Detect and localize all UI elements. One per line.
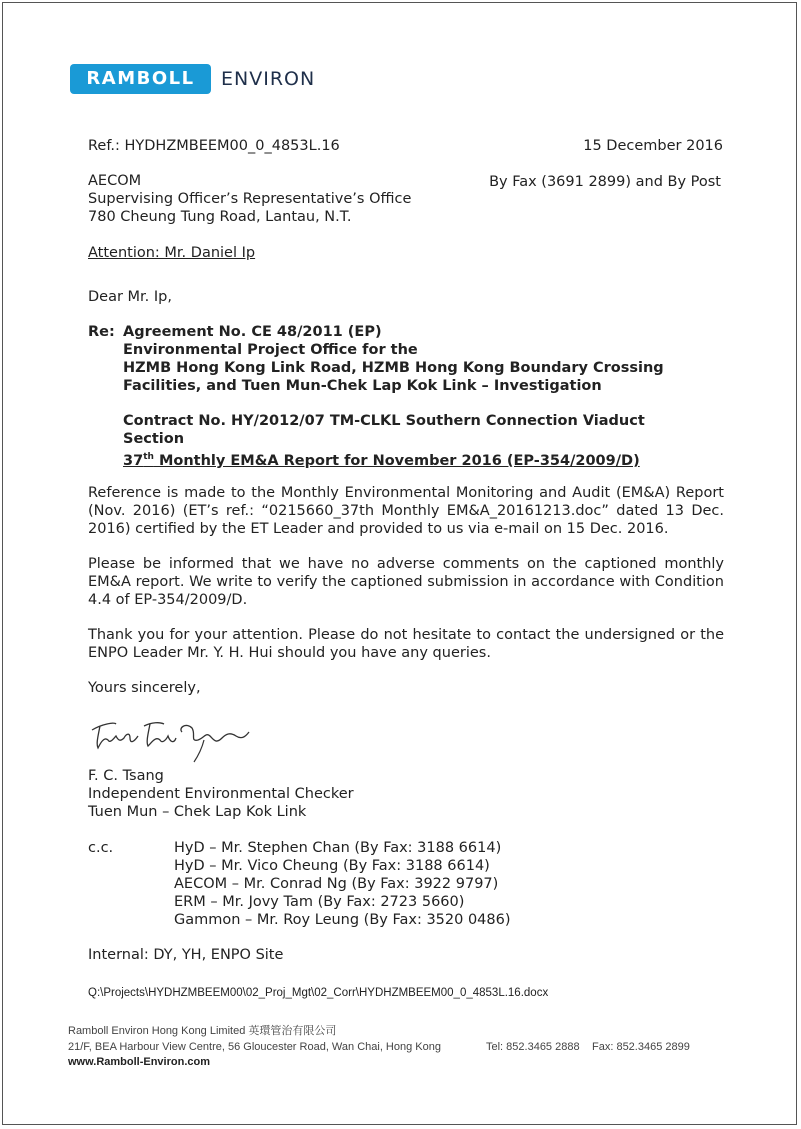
signatory-name: F. C. Tsang — [88, 768, 164, 784]
addressee-line-2: Supervising Officer’s Representative’s Office — [88, 191, 412, 207]
addressee-line-1: AECOM — [88, 173, 142, 189]
salutation: Dear Mr. Ip, — [88, 289, 172, 305]
contract-line-2: Section — [123, 431, 185, 447]
footer-company: Ramboll Environ Hong Kong Limited 英環管治有限公司 — [68, 1025, 337, 1037]
attention-line: Attention: Mr. Daniel Ip — [88, 245, 256, 261]
footer-address: 21/F, BEA Harbour View Centre, 56 Gloucester Road, Wan Chai, Hong Kong — [68, 1041, 441, 1053]
handwritten-signature — [86, 714, 251, 766]
footer-website[interactable]: www.Ramboll-Environ.com — [68, 1056, 210, 1068]
paragraph-2: Please be informed that we have no adverse comments on the captioned monthly EM&A report. We write to verify the captioned submission in accordance with Condition 4.4 of EP-354/2009/D. — [88, 556, 724, 608]
file-path: Q:\Projects\HYDHZMBEEM00\02_Proj_Mgt\02_Corr\HYDHZMBEEM00_0_4853L.16.docx — [88, 987, 549, 999]
internal-distribution: Internal: DY, YH, ENPO Site — [88, 947, 284, 963]
letter-date: 15 December 2016 — [583, 138, 723, 154]
report-number-suffix: th — [143, 452, 154, 462]
paragraph-3: Thank you for your attention. Please do not hesitate to contact the undersigned or the ENPO Leader Mr. Y. H. Hui should you have any queries. — [88, 627, 724, 661]
ramboll-logo: RAMBOLL — [70, 64, 211, 94]
delivery-method: By Fax (3691 2899) and By Post — [489, 174, 721, 190]
closing: Yours sincerely, — [88, 680, 201, 696]
signatory-project: Tuen Mun – Chek Lap Kok Link — [88, 804, 307, 820]
cc-item: AECOM – Mr. Conrad Ng (By Fax: 3922 9797) — [174, 876, 499, 892]
subject-line-2: Environmental Project Office for the — [123, 342, 418, 358]
footer-tel: Tel: 852.3465 2888 — [486, 1041, 580, 1053]
environ-logo-text: ENVIRON — [221, 68, 316, 90]
signatory-title: Independent Environmental Checker — [88, 786, 354, 802]
subject-line-3: HZMB Hong Kong Link Road, HZMB Hong Kong Boundary Crossing — [123, 360, 664, 376]
report-title-rest: Monthly EM&A Report for November 2016 (EP-354/2009/D) — [153, 452, 640, 469]
addressee-line-3: 780 Cheung Tung Road, Lantau, N.T. — [88, 209, 352, 225]
contract-line-1: Contract No. HY/2012/07 TM-CLKL Southern Connection Viaduct — [123, 413, 645, 429]
cc-item: HyD – Mr. Vico Cheung (By Fax: 3188 6614) — [174, 858, 490, 874]
report-number: 37 — [123, 452, 144, 469]
subject-line-1: Agreement No. CE 48/2011 (EP) — [123, 324, 382, 340]
report-title — [123, 448, 640, 470]
cc-item: Gammon – Mr. Roy Leung (By Fax: 3520 0486) — [174, 912, 511, 928]
reference-number: Ref.: HYDHZMBEEM00_0_4853L.16 — [88, 138, 340, 154]
subject-line-4: Facilities, and Tuen Mun-Chek Lap Kok Link – Investigation — [123, 378, 602, 394]
footer-fax: Fax: 852.3465 2899 — [592, 1041, 690, 1053]
cc-item: HyD – Mr. Stephen Chan (By Fax: 3188 6614) — [174, 840, 502, 856]
cc-item: ERM – Mr. Jovy Tam (By Fax: 2723 5660) — [174, 894, 465, 910]
paragraph-1: Reference is made to the Monthly Environmental Monitoring and Audit (EM&A) Report (Nov. 2016) (ET’s ref.: “0215660_37th Monthly EM&A_20161213.doc” dated 13 Dec. 2016) certified by the ET Leader and provided to us via e-mail on 15 Dec. 2016. — [88, 485, 724, 537]
cc-label: c.c. — [88, 840, 114, 856]
re-label: Re: — [88, 324, 115, 340]
